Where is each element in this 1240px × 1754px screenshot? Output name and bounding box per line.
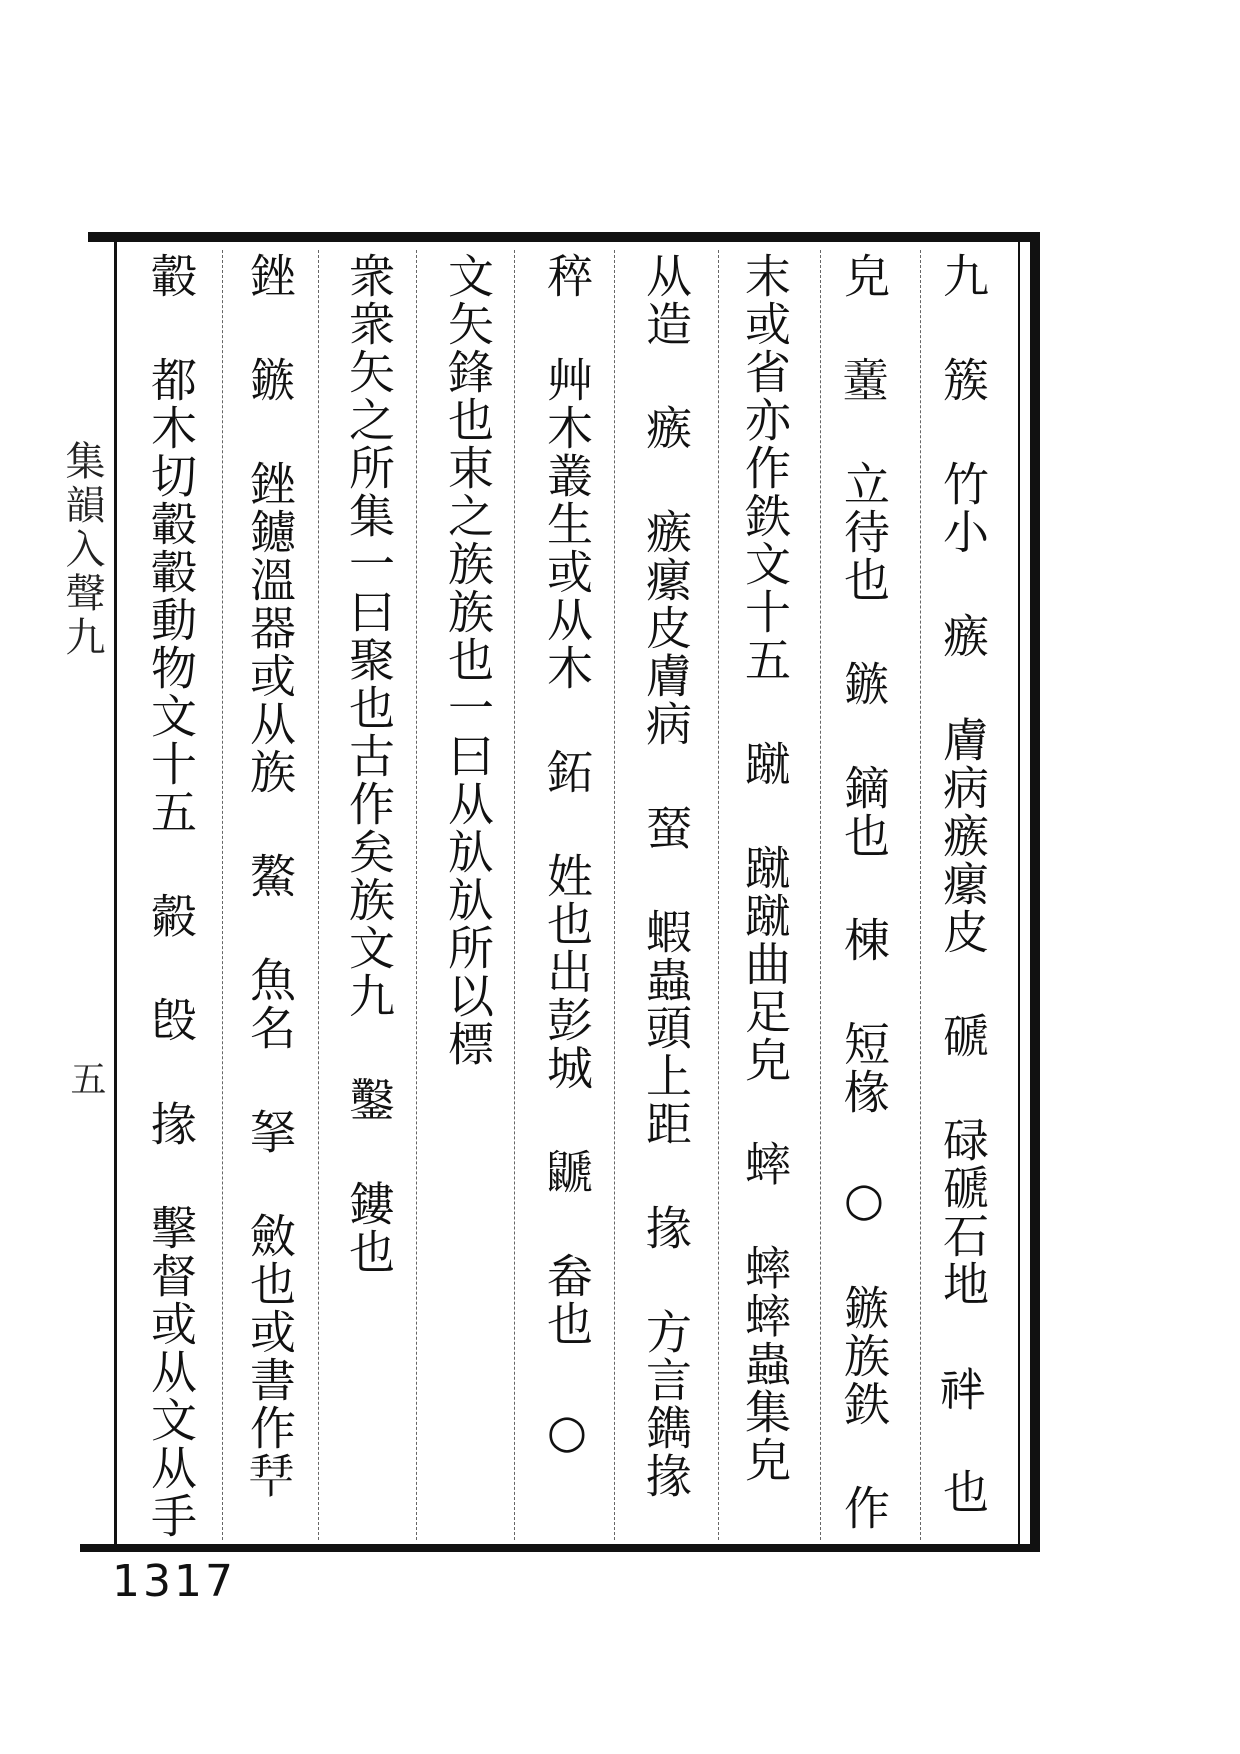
- margin-leaf-number: 五: [65, 1060, 106, 1096]
- margin-title: 集韻入聲九: [59, 440, 105, 660]
- frame-rule-right: [1030, 232, 1040, 1552]
- text-column-1: 九 簇 竹小 瘯 膚病瘯瘰皮 磃 碌磃石地 𥘽 也: [936, 252, 990, 1516]
- frame-rule-left: [114, 242, 117, 1544]
- text-column-6: 文矢鋒也束之族族也一曰从㫃㫃所以標: [441, 252, 495, 1068]
- frame-rule-top: [88, 232, 1038, 242]
- text-block: [120, 246, 1018, 1542]
- text-column-2: 皃 𥫍 立待也 鏃 鏑也 棟 短椽 ○ 鏃族鉄 作: [837, 252, 891, 1532]
- page-number: 1317: [112, 1556, 236, 1607]
- text-column-3: 末或省亦作鉄文十五 蹴 蹴蹴曲足皃 蟀 蟀蟀蟲集皃: [738, 252, 792, 1484]
- text-column-5: 稡 艸木叢生或从木 鉐 姓也出彭城 鼶 畚也 ○: [540, 252, 594, 1460]
- frame-rule-right-inner: [1018, 242, 1020, 1544]
- frame-rule-bottom: [80, 1544, 1038, 1552]
- text-column-9: 轂 都木切轂轂動物文十五 㲉 𣪘 掾 擊督或从文从手: [144, 252, 198, 1540]
- text-column-8: 銼 鏃 銼鑢溫器或从族 鰲 魚名 拏 斂也或書作𢫶: [243, 252, 297, 1500]
- text-column-4: 从造 瘯 瘯瘰皮膚病 蝅 蝦蟲頭上距 掾 方言鐫掾: [639, 252, 693, 1500]
- text-column-7: 衆衆矢之所集一曰聚也古作矣族文九 鑿 鏤也: [342, 252, 396, 1276]
